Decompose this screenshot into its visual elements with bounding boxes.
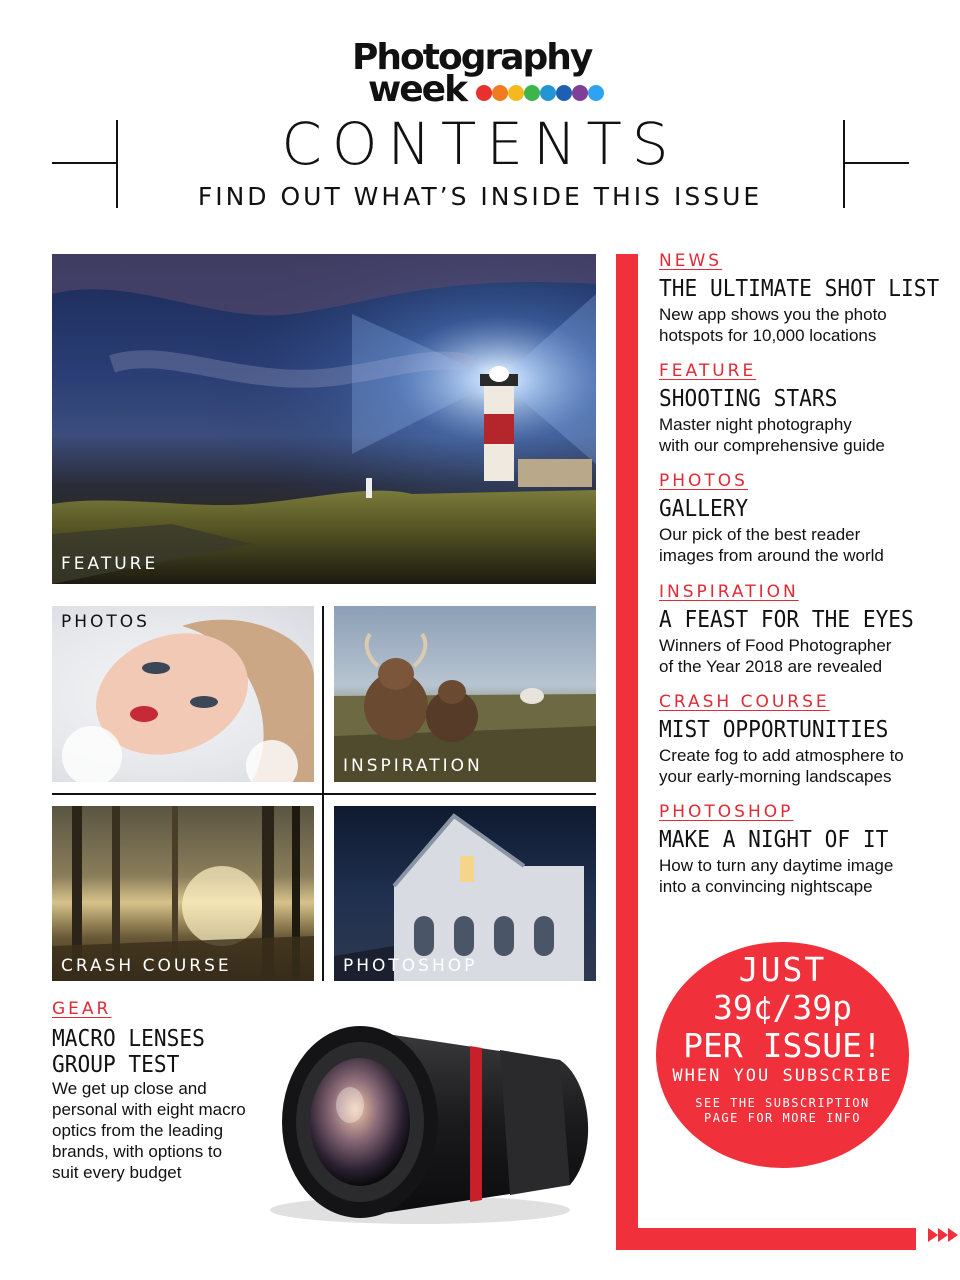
logo-text-photography: Photography	[352, 37, 592, 78]
photo-label-photoshop: PHOTOSHOP	[343, 956, 478, 976]
section-title: MIST OPPORTUNITIES	[659, 717, 889, 743]
section-description-line: hotspots for 10,000 locations	[659, 326, 877, 345]
section-category: INSPIRATION	[659, 582, 799, 602]
section-title-line: GROUP TEST	[52, 1052, 180, 1078]
section-crash-course[interactable]	[659, 691, 949, 787]
promo-line-subscribe: WHEN YOU SUBSCRIBE	[672, 1066, 893, 1086]
photoshop-church-photo[interactable]	[334, 806, 596, 981]
section-photoshop[interactable]	[659, 801, 949, 897]
section-description-line: Master night photography	[659, 415, 852, 434]
promo-line-more-info: SEE THE SUBSCRIPTION PAGE FOR MORE INFO	[695, 1096, 870, 1125]
grid-divider-horizontal	[52, 793, 596, 795]
logo-dot	[540, 85, 556, 101]
promo-line-price: 39¢/39p	[712, 988, 853, 1027]
section-description-line: brands, with options to	[52, 1142, 223, 1161]
logo-dot	[572, 85, 588, 101]
portrait-graphic	[52, 606, 314, 782]
section-title: GALLERY	[659, 496, 749, 522]
section-title-line: MACRO LENSES	[52, 1026, 205, 1052]
section-description-line: your early-morning landscapes	[659, 767, 892, 786]
promo-line-per-issue: PER ISSUE!	[683, 1026, 882, 1065]
section-category: CRASH COURSE	[659, 692, 830, 712]
photo-label-photos: PHOTOS	[61, 612, 150, 632]
photo-label-crash-course: CRASH COURSE	[61, 956, 232, 976]
section-category: FEATURE	[659, 361, 757, 381]
page-subtitle: FIND OUT WHAT’S INSIDE THIS ISSUE	[197, 182, 763, 211]
section-category: PHOTOSHOP	[659, 802, 794, 822]
section-category: GEAR	[52, 999, 112, 1019]
logo-color-dots	[476, 85, 604, 101]
accent-bar-vertical	[616, 254, 638, 1250]
photo-label-inspiration: INSPIRATION	[343, 756, 483, 776]
section-description-line: Our pick of the best reader	[659, 525, 861, 544]
church-graphic	[334, 806, 596, 981]
section-description-line: How to turn any daytime image	[659, 856, 894, 875]
section-inspiration[interactable]	[659, 581, 949, 677]
logo-dot	[556, 85, 572, 101]
magazine-logo	[352, 37, 612, 110]
section-description-line: suit every budget	[52, 1163, 182, 1182]
section-news[interactable]	[659, 250, 949, 346]
forest-graphic	[52, 806, 314, 981]
section-description-line: into a convincing nightscape	[659, 877, 873, 896]
photos-portrait-photo[interactable]	[52, 606, 314, 782]
logo-dot	[588, 85, 604, 101]
inspiration-cattle-photo[interactable]	[334, 606, 596, 782]
feature-lighthouse-photo[interactable]	[52, 254, 596, 584]
section-title: MAKE A NIGHT OF IT	[659, 827, 889, 853]
accent-bar-horizontal	[616, 1228, 916, 1250]
section-photos[interactable]	[659, 470, 949, 566]
section-category: NEWS	[659, 251, 723, 271]
section-feature[interactable]	[659, 360, 949, 456]
logo-dot	[524, 85, 540, 101]
section-category: PHOTOS	[659, 471, 748, 491]
camera-lens-graphic	[270, 1000, 610, 1235]
section-description-line: Winners of Food Photographer	[659, 636, 892, 655]
section-description-line: personal with eight macro	[52, 1100, 246, 1119]
crash-course-forest-photo[interactable]	[52, 806, 314, 981]
section-description-line: with our comprehensive guide	[659, 436, 885, 455]
macro-lens-photo[interactable]	[270, 1000, 610, 1235]
section-gear[interactable]	[52, 998, 272, 1183]
logo-dot	[508, 85, 524, 101]
section-description-line: optics from the leading	[52, 1121, 224, 1140]
section-description-line: New app shows you the photo	[659, 305, 887, 324]
section-description-line: images from around the world	[659, 546, 884, 565]
logo-text-week: week	[368, 69, 467, 110]
promo-line-just: JUST	[738, 950, 827, 989]
section-description-line: We get up close and	[52, 1079, 207, 1098]
section-title: A FEAST FOR THE EYES	[659, 607, 914, 633]
next-page-arrows-icon[interactable]	[928, 1228, 958, 1242]
lighthouse-scene-graphic	[52, 254, 596, 584]
section-title: THE ULTIMATE SHOT LIST	[659, 276, 940, 302]
section-title: SHOOTING STARS	[659, 386, 838, 412]
page-title: CONTENTS	[281, 110, 679, 178]
logo-dot	[476, 85, 492, 101]
subscribe-promo-badge[interactable]	[656, 942, 909, 1168]
section-description-line: Create fog to add atmosphere to	[659, 746, 904, 765]
photo-label-feature: FEATURE	[61, 554, 159, 574]
logo-dot	[492, 85, 508, 101]
section-description-line: of the Year 2018 are revealed	[659, 657, 883, 676]
